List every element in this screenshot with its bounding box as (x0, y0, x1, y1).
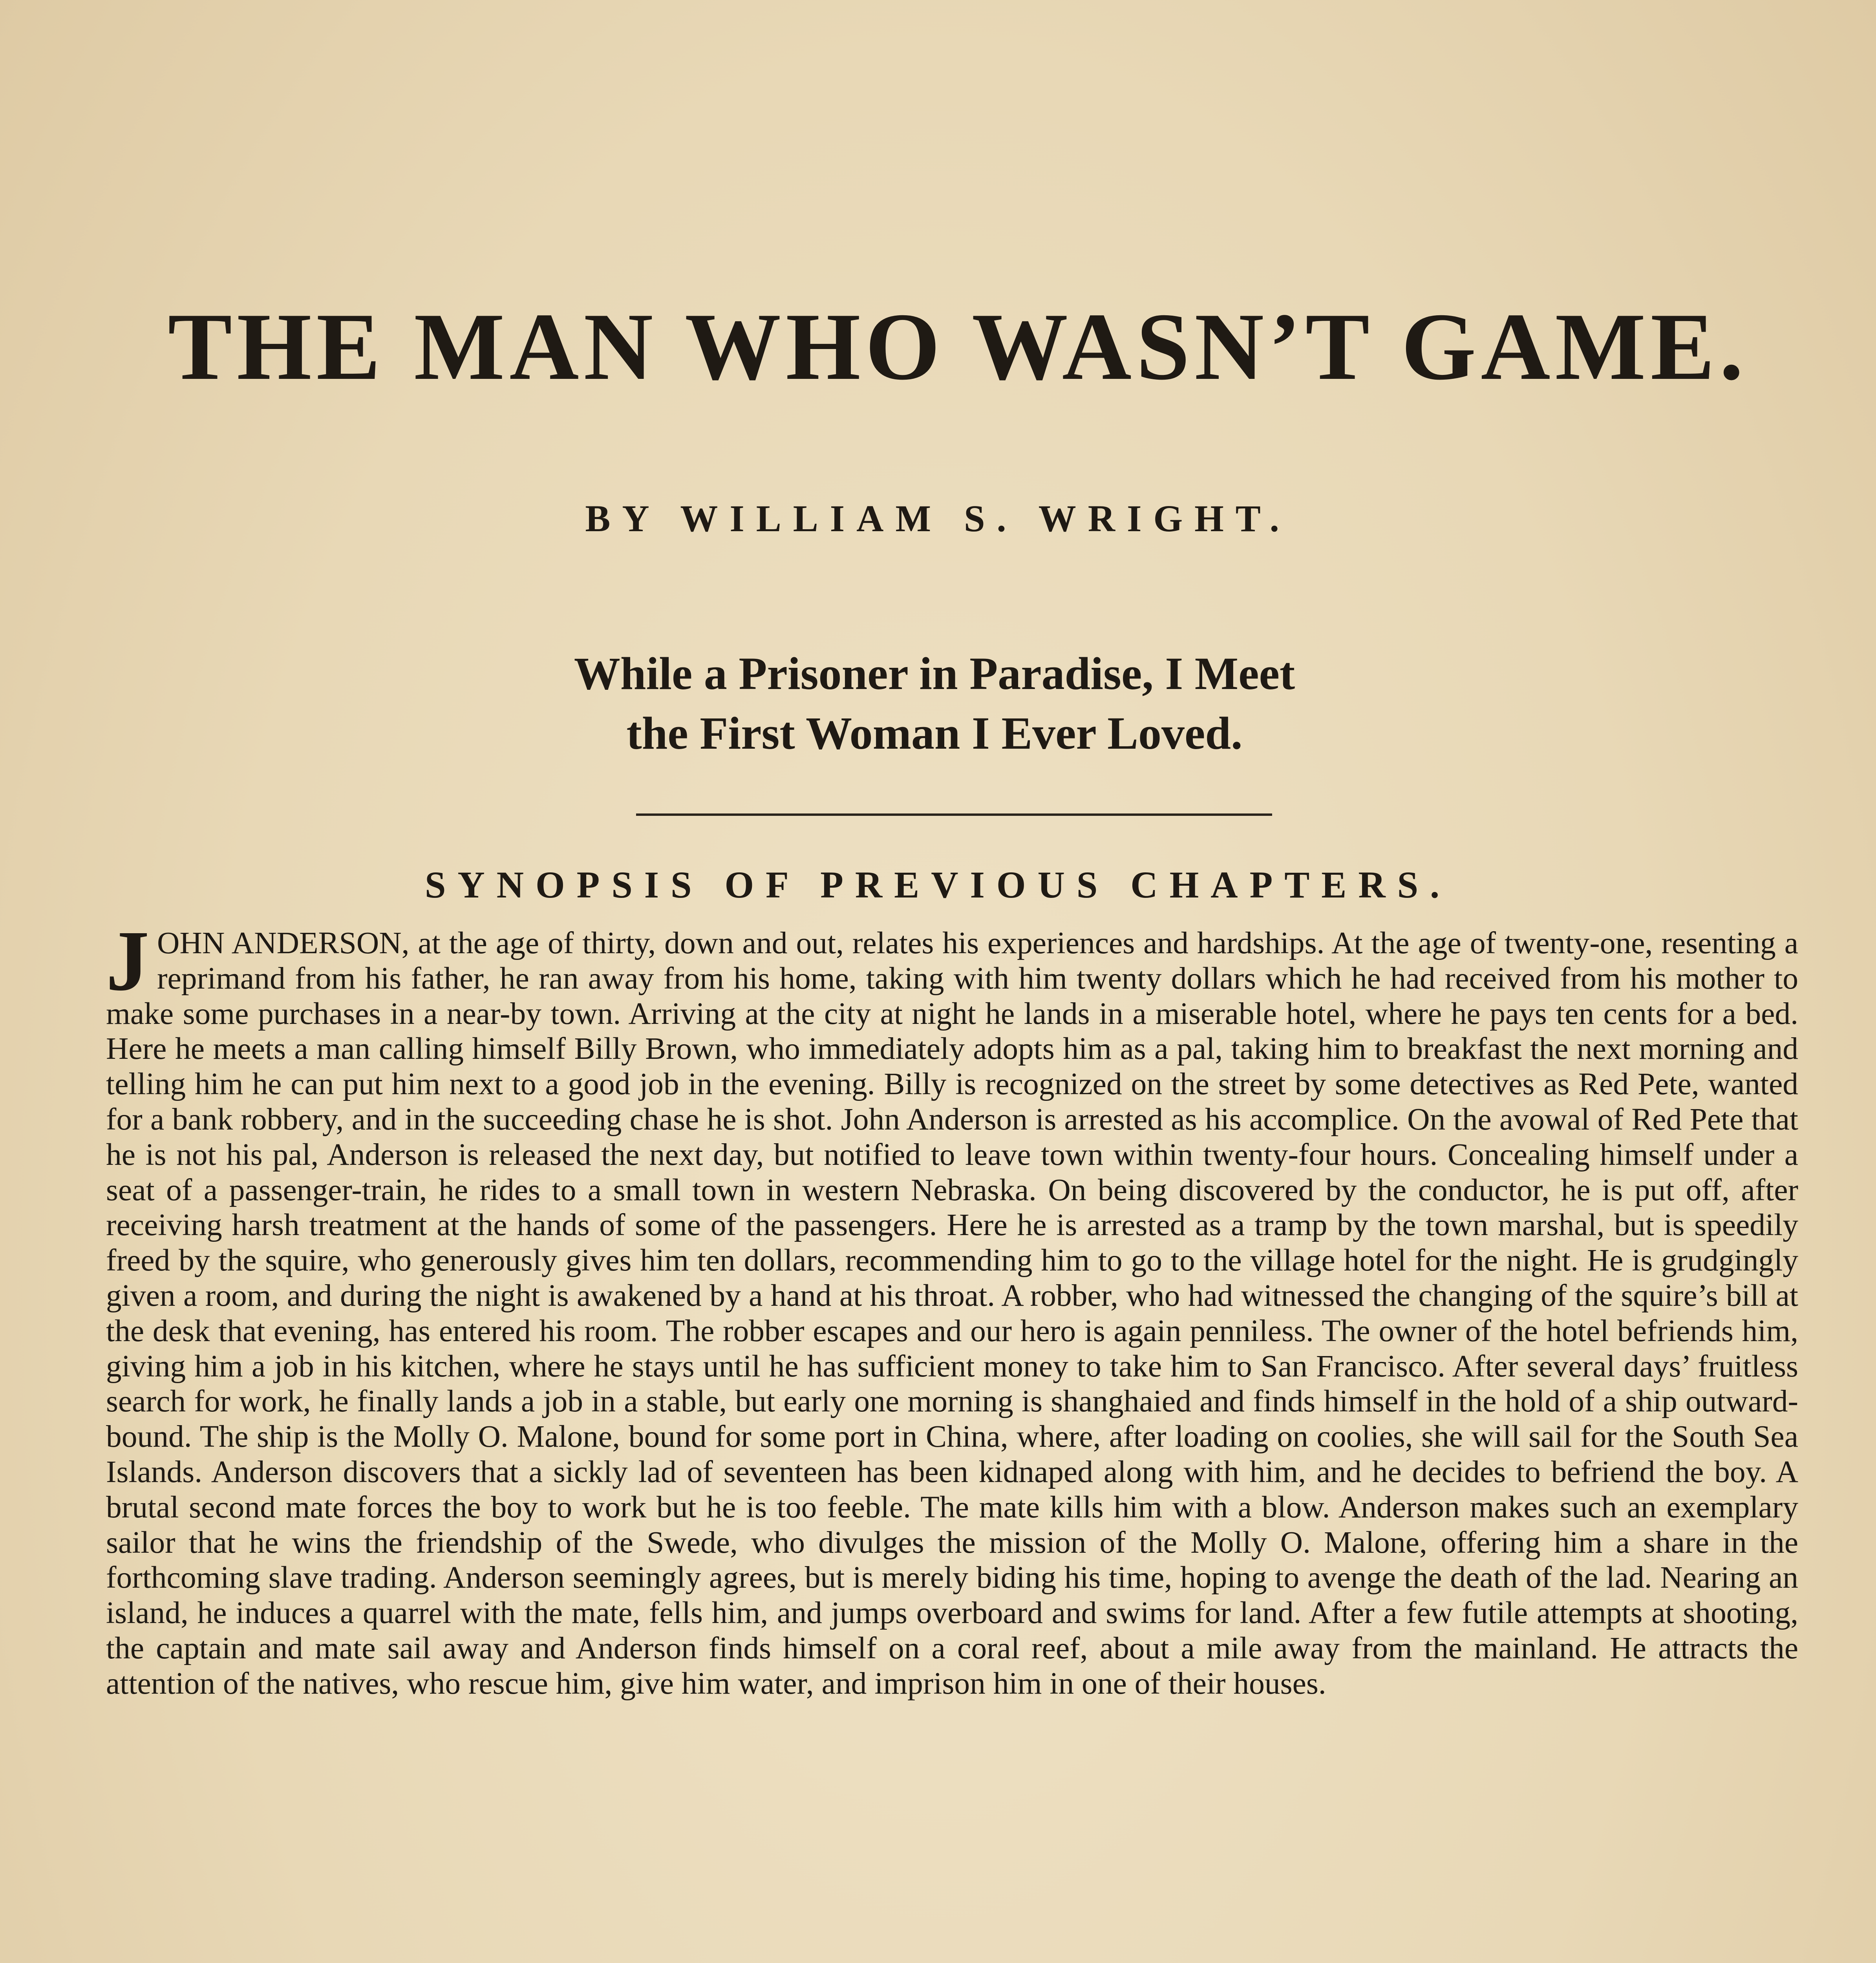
subtitle-line-2: the First Woman I Ever Loved. (626, 707, 1243, 759)
synopsis-text (106, 913, 1798, 1702)
divider-rule (636, 813, 1272, 816)
synopsis-drop-letter: J (106, 913, 149, 1009)
author-byline: BY WILLIAM S. WRIGHT. (585, 497, 1291, 539)
synopsis-body: OHN ANDERSON, at the age of thirty, down and out, relates his experiences and hardships. At the age of twenty-one, resenting a reprimand from his father, he ran away from his home, taking with him twenty dollars which he had received from his mother to make some purchases in a near-by town. Arriving at the city at night he lands in a miserable hotel, where he pays ten cents for a bed. Here he meets a man calling himself Billy Brown, who immediately adopts him as a pal, taking him to breakfast the next morning and telling him he can put him next to a good job in the evening. Billy is recognized on the street by some detectives as Red Pete, wanted for a bank robbery, and in the succeeding chase he is shot. John Anderson is arrested as his accomplice. On the avowal of Red Pete that he is not his pal, Anderson is released the next day, but notified to leave town within twenty-four hours. Concealing himself under a seat of a passenger-train, he rides to a small town in western Nebraska. On being discovered by the conductor, he is put off, after receiving harsh treatment at the hands of some of the passengers. Here he is arrested as a tramp by the town marshal, but is speedily freed by the squire, who generously gives him ten dollars, recommending him to go to the village hotel for the night. He is grudgingly given a room, and during the night is awakened by a hand at his throat. A robber, who had witnessed the changing of the squire’s bill at the desk that evening, has entered his room. The robber escapes and our hero is again penniless. The owner of the hotel befriends him, giving him a job in his kitchen, where he stays until he has sufficient money to take him to San Francisco. After several days’ fruitless search for work, he finally lands a job in a stable, but early one morning is shanghaied and finds himself in the hold of a ship outward-bound. The ship is the Molly O. Malone, bound for some port in China, where, after loading on coolies, she will sail for the South Sea Islands. Anderson discovers that a sickly lad of seventeen has been kidnaped along with him, and he decides to befriend the boy. A brutal second mate forces the boy to work but he is too feeble. The mate kills him with a blow. Anderson makes such an exemplary sailor that he wins the friendship of the Swede, who divulges the mission of the Molly O. Malone, offering him a share in the forthcoming slave trading. Anderson seemingly agrees, but is merely biding his time, hoping to avenge the death of the lad. Nearing an island, he induces a quarrel with the mate, fells him, and jumps overboard and swims for land. After a few futile attempts at shooting, the captain and mate sail away and Anderson finds himself on a coral reef, about a mile away from the mainland. He attracts the attention of the natives, who rescue him, give him water, and imprison him in one of their houses. (106, 926, 1798, 1701)
story-subtitle (463, 644, 1406, 763)
story-title: THE MAN WHO WASN’T GAME. (168, 293, 1748, 400)
subtitle-line-1: While a Prisoner in Paradise, I Meet (574, 648, 1295, 699)
synopsis-heading: SYNOPSIS OF PREVIOUS CHAPTERS. (424, 864, 1452, 906)
